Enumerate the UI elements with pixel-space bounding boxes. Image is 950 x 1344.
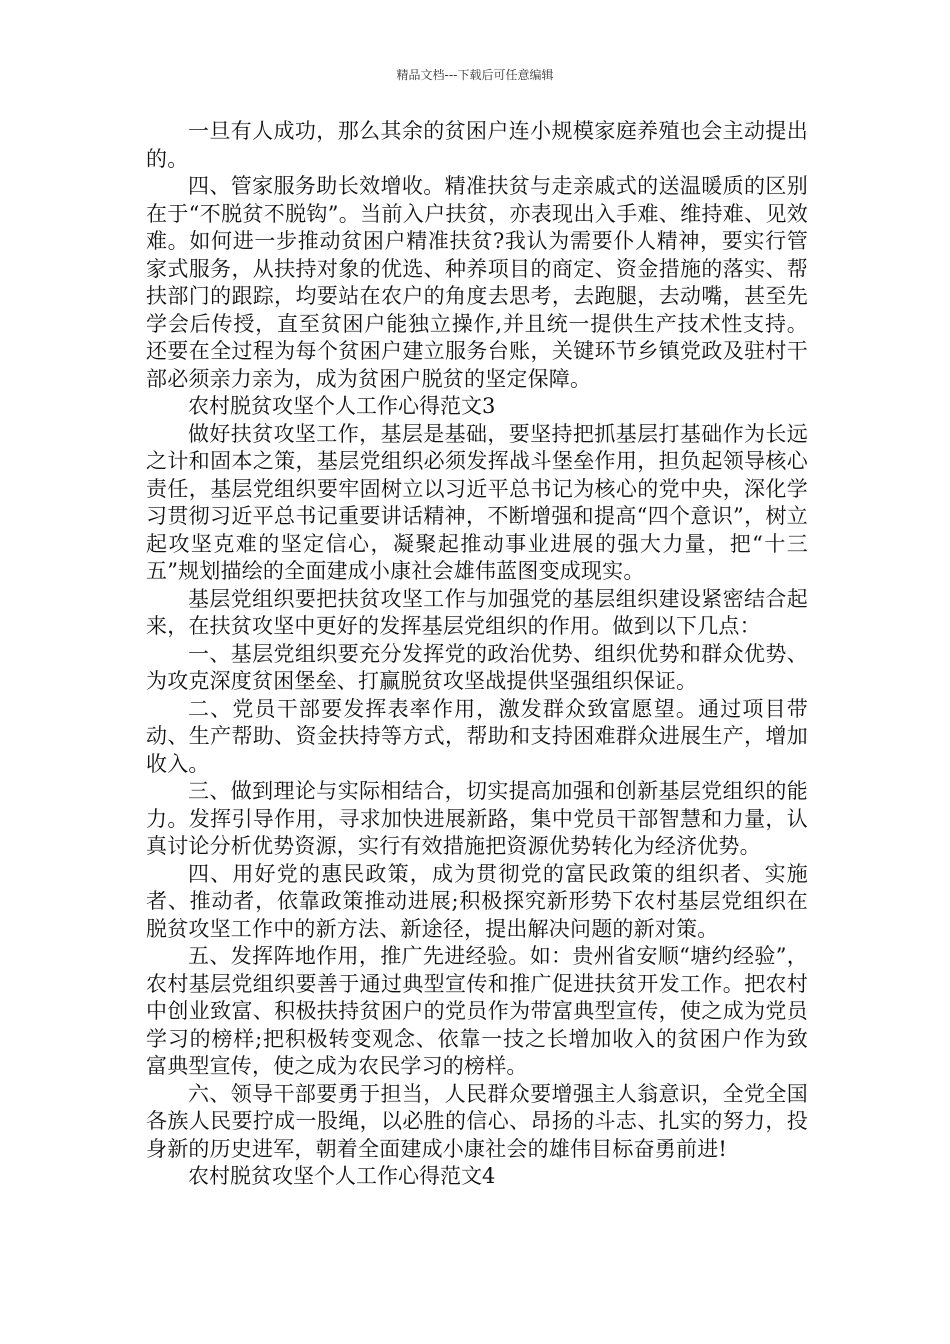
paragraph-combine-party-building: 基层党组织要把扶贫攻坚工作与加强党的基层组织建设紧密结合起来，在扶贫攻坚中更好的发挥基层党组织的作用。做到以下几点：	[146, 586, 808, 638]
section-heading-3: 农村脱贫攻坚个人工作心得范文3	[188, 394, 496, 418]
paragraph-point-6: 六、领导干部要勇于担当，人民群众要增强主人翁意识，全党全国各族人民要拧成一股绳，以必胜的信心、昂扬的斗志、扎实的努力，投身新的历史进军，朝着全面建成小康社会的雄伟目标奋勇前进!	[146, 1081, 808, 1161]
paragraph-stewardship-service: 四、管家服务助长效增收。精准扶贫与走亲戚式的送温暖质的区别在于“不脱贫不脱钩”。当前入户扶贫，亦表现出入手难、维持难、见效难。如何进一步推动贫困户精准扶贫?我认为需要仆人精神，要实行管家式服务，从扶持对象的优选、种养项目的商定、资金措施的落实、帮扶部门的跟踪，均要站在农户的角度去思考，去跑腿，去动嘴，甚至先学会后传授，直至贫困户能独立操作,并且统一提供生产技术性支持。还要在全过程为每个贫困户建立服务台账，关键环节乡镇党政及驻村干部必须亲力亲为，成为贫困户脱贫的坚定保障。	[146, 174, 808, 391]
document-body	[146, 118, 808, 1191]
paragraph-point-5: 五、发挥阵地作用，推广先进经验。如：贵州省安顺“塘约经验”，农村基层党组织要善于通过典型宣传和推广促进扶贫开发工作。把农村中创业致富、积极扶持贫困户的党员作为带富典型宣传，使之成为党员学习的榜样;把积极转变观念、依靠一技之长增加收入的贫困户作为致富典型宣传，使之成为农民学习的榜样。	[146, 944, 808, 1078]
paragraph-point-1: 一、基层党组织要充分发挥党的政治优势、组织优势和群众优势、为攻克深度贫困堡垒、打赢脱贫攻坚战提供坚强组织保证。	[146, 641, 808, 693]
paragraph-point-3: 三、做到理论与实际相结合，切实提高加强和创新基层党组织的能力。发挥引导作用，寻求加快进展新路，集中党员干部智慧和力量，认真讨论分析优势资源，实行有效措施把资源优势转化为经济优势。	[146, 779, 808, 858]
paragraph-grassroots-foundation: 做好扶贫攻坚工作，基层是基础，要坚持把抓基层打基础作为长远之计和固本之策，基层党组织必须发挥战斗堡垒作用，担负起领导核心责任，基层党组织要牢固树立以习近平总书记为核心的党中央，深化学习贯彻习近平总书记重要讲话精神，不断增强和提高“四个意识”，树立起攻坚克难的坚定信心，凝聚起推动事业进展的强大力量，把“十三五”规划描绘的全面建成小康社会雄伟蓝图变成现实。	[146, 421, 808, 583]
section-heading-4: 农村脱贫攻坚个人工作心得范文4	[188, 1164, 496, 1188]
paragraph-point-2: 二、党员干部要发挥表率作用，激发群众致富愿望。通过项目带动、生产帮助、资金扶持等方式，帮助和支持困难群众进展生产，增加收入。	[146, 696, 808, 776]
paragraph-continuation: 一旦有人成功，那么其余的贫困户连小规模家庭养殖也会主动提出的。	[146, 119, 808, 171]
page-header: 精品文档---下载后可任意编辑	[396, 68, 554, 82]
paragraph-point-4: 四、用好党的惠民政策，成为贯彻党的富民政策的组织者、实施者、推动者，依靠政策推动进展;积极探究新形势下农村基层党组织在脱贫攻坚工作中的新方法、新途径，提出解决问题的新对策。	[146, 861, 808, 941]
